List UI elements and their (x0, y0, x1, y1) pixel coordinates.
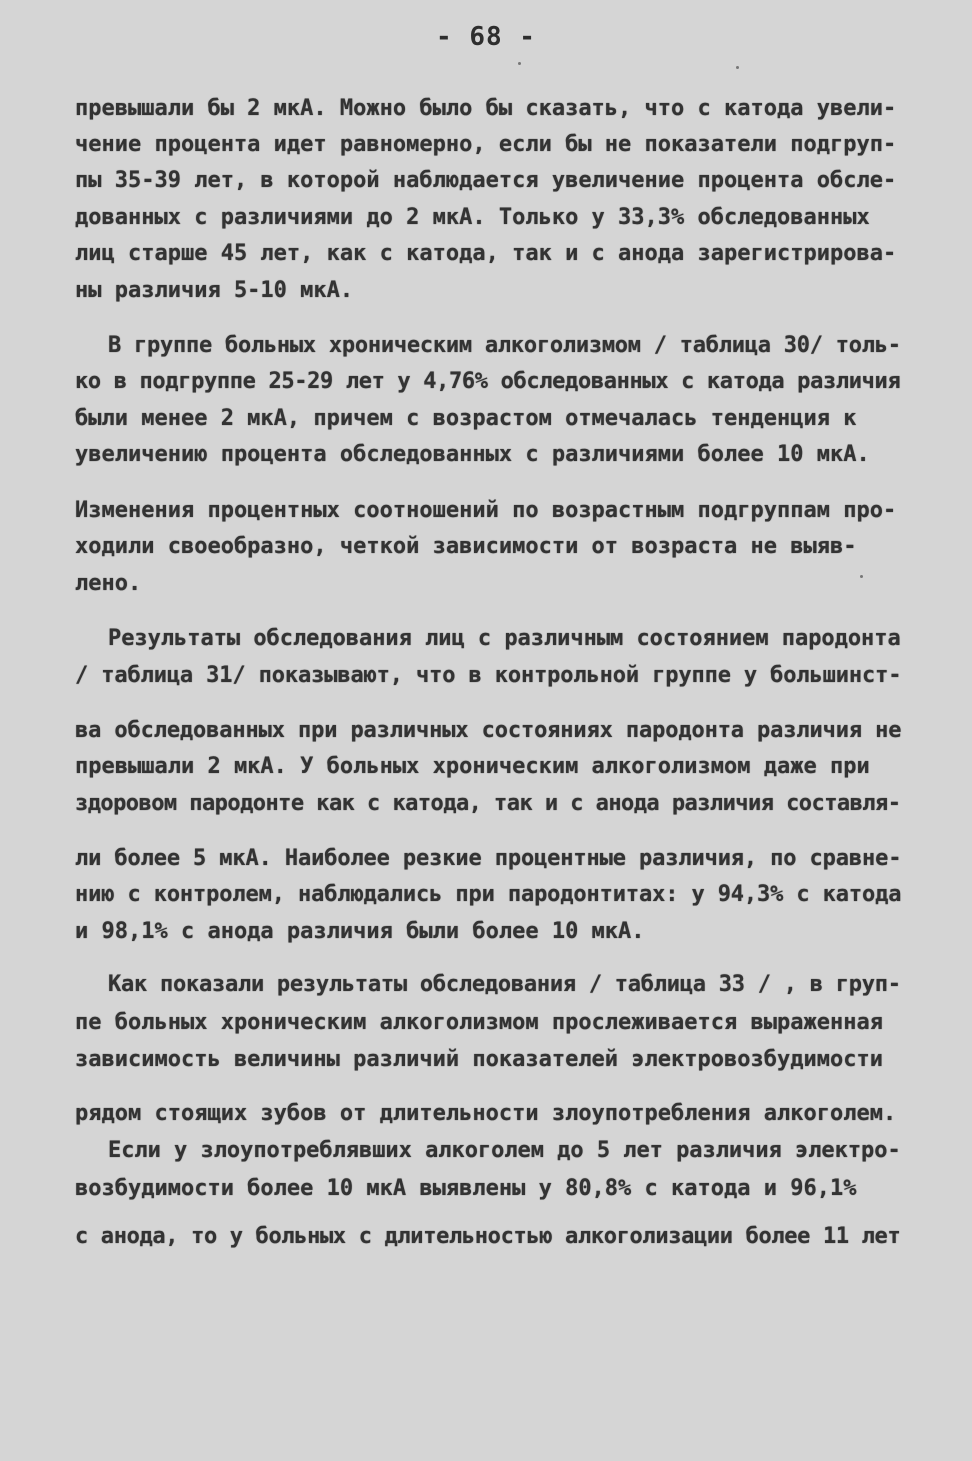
text-line: нию с контролем, наблюдались при пародонтитах: у 94,3% с катода (75, 882, 902, 907)
text-line: ходили своеобразно, четкой зависимости от возраста не выяв- (75, 534, 857, 559)
text-line: ва обследованных при различных состояниях пародонта различия не (75, 718, 902, 743)
page-number: - 68 - (436, 22, 536, 52)
text-line: лено. (75, 571, 142, 596)
text-line: с анода, то у больных с длительностью алкоголизации более 11 лет (75, 1224, 901, 1249)
scan-speck (736, 66, 739, 69)
text-line: / таблица 31/ показывают, что в контрольной группе у большинст- (75, 663, 902, 688)
text-line: чение процента идет равномерно, если бы не показатели подгруп- (75, 132, 897, 157)
text-line: дованных с различиями до 2 мкА. Только у 33,3% обследованных (75, 205, 870, 230)
text-line: превышали бы 2 мкА. Можно было бы сказать, что с катода увели- (75, 96, 897, 121)
text-line: ли более 5 мкА. Наиболее резкие процентные различия, по сравне- (75, 846, 902, 871)
text-line: увеличению процента обследованных с различиями более 10 мкА. (75, 442, 870, 467)
text-line: ны различия 5-10 мкА. (75, 278, 354, 303)
text-line: Изменения процентных соотношений по возрастным подгруппам про- (75, 498, 897, 523)
text-line: Результаты обследования лиц с различным состоянием пародонта (108, 626, 901, 651)
text-line: Если у злоупотреблявших алкоголем до 5 лет различия электро- (108, 1138, 901, 1163)
text-line: зависимость величины различий показателей электровозбудимости (75, 1047, 883, 1072)
text-line: ко в подгруппе 25-29 лет у 4,76% обследованных с катода различия (75, 369, 901, 394)
scan-speck (518, 62, 521, 65)
text-line: лиц старше 45 лет, как с катода, так и с анода зарегистрирова- (75, 241, 897, 266)
text-line: превышали 2 мкА. У больных хроническим алкоголизмом даже при (75, 754, 870, 779)
text-line: пы 35-39 лет, в которой наблюдается увеличение процента обсле- (75, 168, 897, 193)
text-line: и 98,1% с анода различия были более 10 мкА. (75, 919, 645, 944)
text-line: Как показали результаты обследования / таблица 33 / , в груп- (108, 972, 901, 997)
text-line: возбудимости более 10 мкА выявлены у 80,8% с катода и 96,1% (75, 1176, 857, 1201)
text-line: В группе больных хроническим алкоголизмом / таблица 30/ толь- (108, 333, 901, 358)
text-line: пе больных хроническим алкоголизмом прослеживается выраженная (75, 1010, 883, 1035)
text-line: здоровом пародонте как с катода, так и с анода различия составля- (75, 791, 901, 816)
text-line: были менее 2 мкА, причем с возрастом отмечалась тенденция к (75, 406, 857, 431)
scan-speck (860, 575, 863, 578)
text-line: рядом стоящих зубов от длительности злоупотребления алкоголем. (75, 1101, 897, 1126)
